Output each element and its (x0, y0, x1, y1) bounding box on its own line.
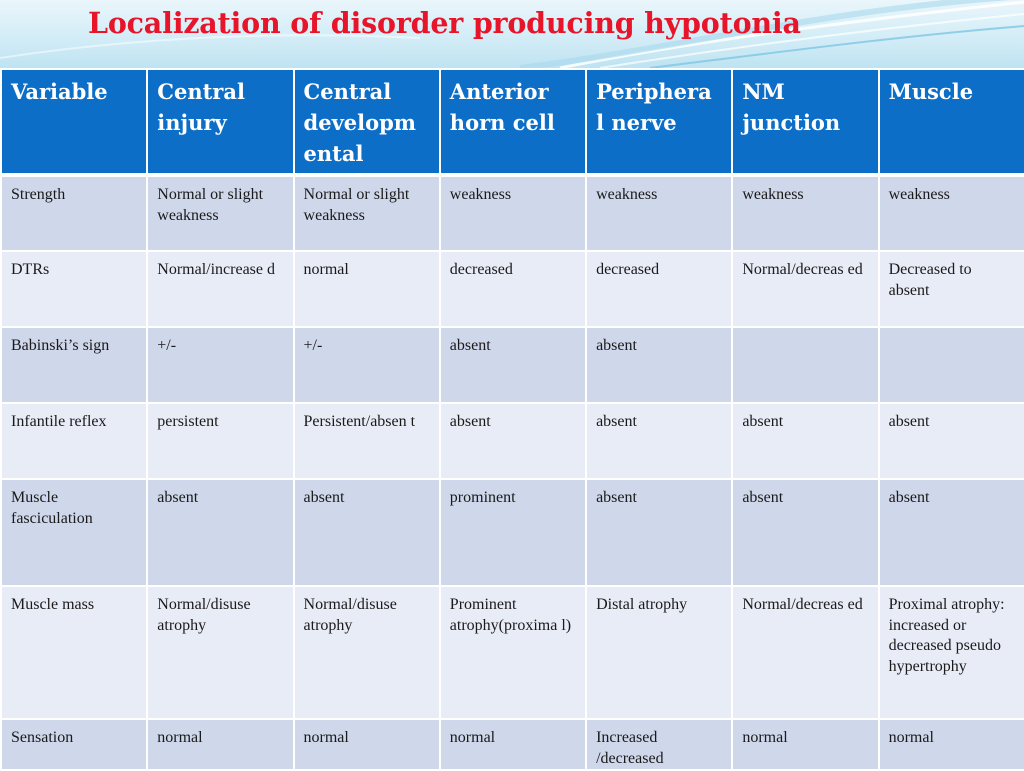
table-cell: absent (586, 327, 732, 403)
table-cell: absent (732, 403, 878, 479)
table-row-muscle-fasciculation (1, 479, 1024, 586)
table-cell: Proximal atrophy: increased or decreased pseudo hypertrophy (879, 586, 1024, 719)
table-cell: absent (586, 403, 732, 479)
header-anterior-horn-cell: Anterior horn cell (440, 69, 586, 175)
header-central-injury: Central injury (147, 69, 293, 175)
title-banner (0, 0, 1024, 68)
table-cell: Normal or slight weakness (147, 175, 293, 251)
table-cell: Increased /decreased (586, 719, 732, 770)
table-cell: Persistent/absen t (294, 403, 440, 479)
table-cell: absent (440, 403, 586, 479)
table-cell: +/- (294, 327, 440, 403)
table-cell: normal (879, 719, 1024, 770)
table-cell: Normal/disuse atrophy (147, 586, 293, 719)
table-cell: +/- (147, 327, 293, 403)
header-muscle: Muscle (879, 69, 1024, 175)
table-cell: Prominent atrophy(proxima l) (440, 586, 586, 719)
header-peripheral-nerve: Periphera l nerve (586, 69, 732, 175)
table-cell: Normal/decreas ed (732, 251, 878, 327)
table-cell: Normal/decreas ed (732, 586, 878, 719)
table-row-babinski (1, 327, 1024, 403)
table-cell (879, 327, 1024, 403)
table-cell: weakness (879, 175, 1024, 251)
table-cell: Infantile reflex (1, 403, 147, 479)
table-cell: absent (147, 479, 293, 586)
table-cell: Strength (1, 175, 147, 251)
table-cell: Sensation (1, 719, 147, 770)
table-cell: prominent (440, 479, 586, 586)
table-cell: normal (294, 251, 440, 327)
table-row-strength (1, 175, 1024, 251)
table-cell: absent (586, 479, 732, 586)
table-cell: weakness (732, 175, 878, 251)
table-cell: Decreased to absent (879, 251, 1024, 327)
table-row-infantile-reflex (1, 403, 1024, 479)
table-cell: normal (147, 719, 293, 770)
table-cell: absent (879, 479, 1024, 586)
header-row (1, 69, 1024, 175)
table-cell: absent (879, 403, 1024, 479)
table-cell: normal (294, 719, 440, 770)
table-cell: Babinski’s sign (1, 327, 147, 403)
table-cell: Normal or slight weakness (294, 175, 440, 251)
header-central-developmental: Central developm ental (294, 69, 440, 175)
table-row-muscle-mass (1, 586, 1024, 719)
table-cell: normal (440, 719, 586, 770)
table-cell: decreased (440, 251, 586, 327)
table-cell (732, 327, 878, 403)
table-cell: absent (294, 479, 440, 586)
table-cell: persistent (147, 403, 293, 479)
header-variable: Variable (1, 69, 147, 175)
hypotonia-table (0, 68, 1024, 771)
table-cell: weakness (586, 175, 732, 251)
header-nm-junction: NM junction (732, 69, 878, 175)
table-cell: normal (732, 719, 878, 770)
table-cell: Distal atrophy (586, 586, 732, 719)
table-cell: absent (440, 327, 586, 403)
table-row-dtrs (1, 251, 1024, 327)
table-row-sensation (1, 719, 1024, 770)
table-cell: Normal/disuse atrophy (294, 586, 440, 719)
table-cell: Muscle mass (1, 586, 147, 719)
table-cell: absent (732, 479, 878, 586)
table-cell: Normal/increase d (147, 251, 293, 327)
table-cell: weakness (440, 175, 586, 251)
table-cell: DTRs (1, 251, 147, 327)
table-cell: decreased (586, 251, 732, 327)
table-cell: Muscle fasciculation (1, 479, 147, 586)
page-title: Localization of disorder producing hypotonia (88, 6, 801, 40)
